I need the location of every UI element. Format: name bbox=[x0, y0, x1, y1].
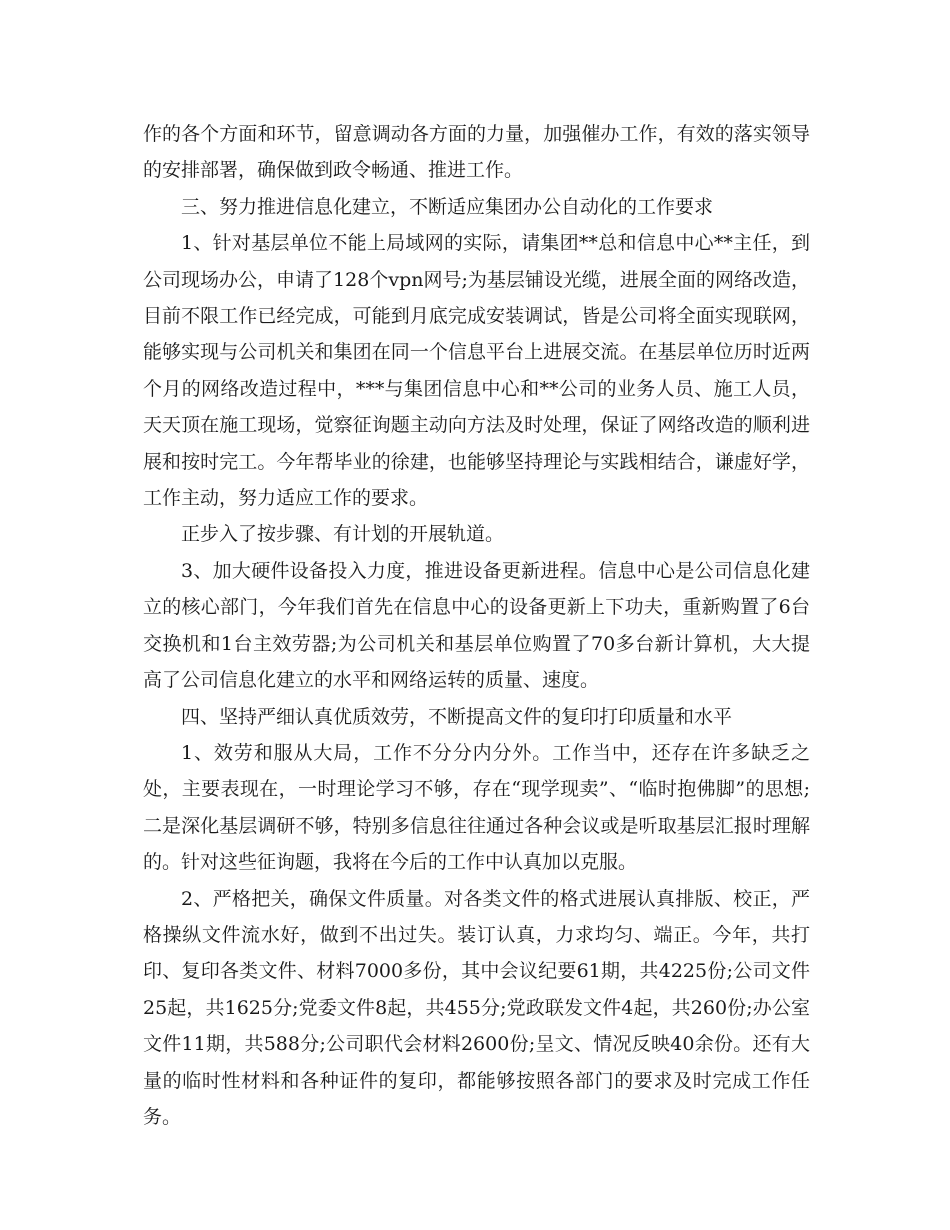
paragraph-service-overall: 1、效劳和服从大局，工作不分分内分外。工作当中，还存在许多缺乏之处，主要表现在，一时理论学习不够，存在“现学现卖”、“临时抱佛脚”的思想;二是深化基层调研不够，特别多信息往往通过各种会议或是听取基层汇报时理解的。针对这些征询题，我将在今后的工作中认真加以克服。 bbox=[143, 741, 810, 874]
paragraph-continuation: 作的各个方面和环节，留意调动各方面的力量，加强催办工作，有效的落实领导的安排部署，确保做到政令畅通、推进工作。 bbox=[143, 123, 810, 182]
paragraph-document-quality: 2、严格把关，确保文件质量。对各类文件的格式进展认真排版、校正，严格操纵文件流水好，做到不出过失。装订认真，力求均匀、端正。今年，共打印、复印各类文件、材料7000多份，其中会议纪要61期，共4225份;公司文件25起，共1625分;党委文件8起，共455分;党政联发文件4起，共260份;办公室文件11期，共588分;公司职代会材料2600份;呈文、情况反映40余份。还有大量的临时性材料和各种证件的复印，都能够按照各部门的要求及时完成工作任务。 bbox=[143, 887, 810, 1128]
paragraph-orderly-development: 正步入了按步骤、有计划的开展轨道。 bbox=[181, 523, 505, 546]
paragraph-hardware-investment: 3、加大硬件设备投入力度，推进设备更新进程。信息中心是公司信息化建立的核心部门，今年我们首先在信息中心的设备更新上下功夫，重新购置了6台交换机和1台主效劳器;为公司机关和基层单位购置了70多台新计算机，大大提高了公司信息化建立的水平和网络运转的质量、速度。 bbox=[143, 559, 810, 692]
section-heading-4: 四、坚持严细认真优质效劳，不断提高文件的复印打印质量和水平 bbox=[181, 705, 733, 728]
section-heading-3: 三、努力推进信息化建立，不断适应集团办公自动化的工作要求 bbox=[181, 195, 714, 218]
paragraph-network-upgrade: 1、针对基层单位不能上局域网的实际，请集团**总和信息中心**主任，到公司现场办公，申请了128个vpn网号;为基层铺设光缆，进展全面的网络改造，目前不限工作已经完成，可能到月底完成安装调试，皆是公司将全面实现联网，能够实现与公司机关和集团在同一个信息平台上进展交流。在基层单位历时近两个月的网络改造过程中，***与集团信息中心和**公司的业务人员、施工人员，天天顶在施工现场，觉察征询题主动向方法及时处理，保证了网络改造的顺利进展和按时完工。今年帮毕业的徐建，也能够坚持理论与实践相结合，谦虚好学，工作主动，努力适应工作的要求。 bbox=[143, 232, 810, 510]
document-body bbox=[143, 116, 810, 1135]
